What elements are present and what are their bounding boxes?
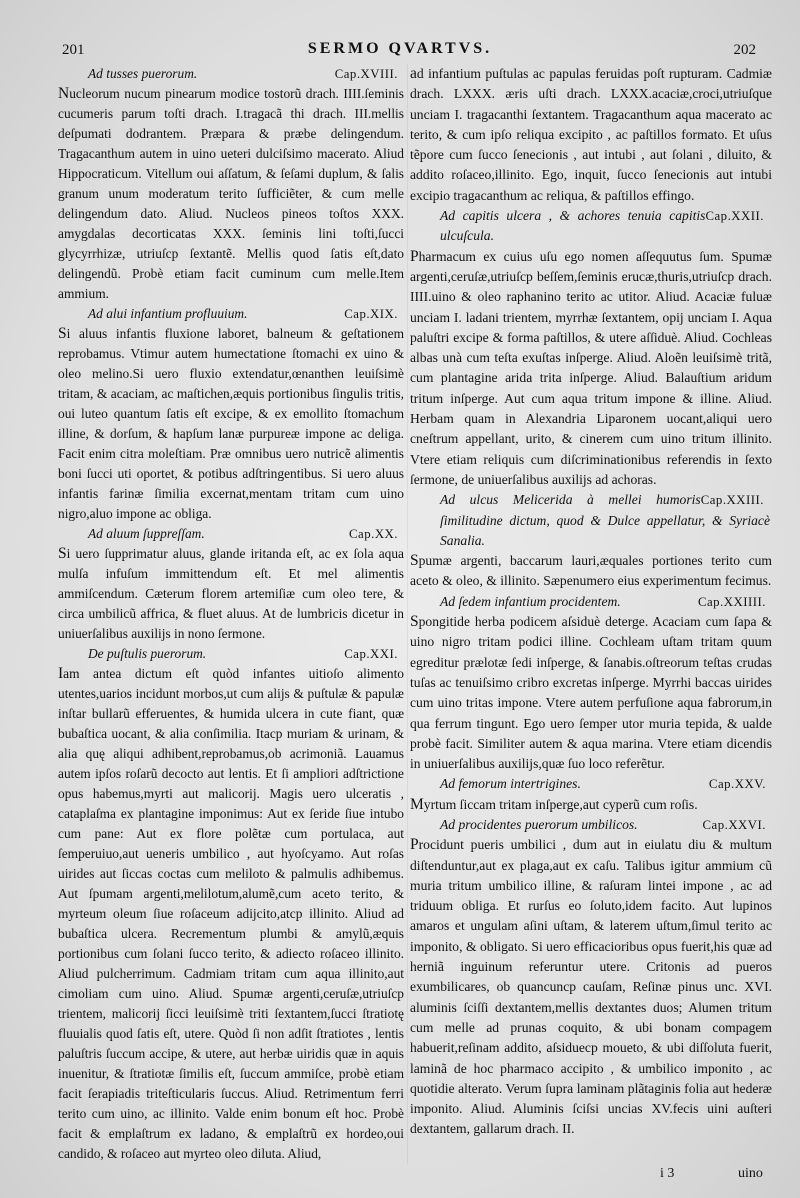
right-text-column xyxy=(410,64,772,1140)
chapter-title: Ad ulcus Melicerida à mellei humoris ſimilitudine dictum, quod & Dulce appellatur, & Syriacè Sanalia. xyxy=(440,492,770,548)
chapter-number: Cap.XX. xyxy=(349,527,398,541)
chapter-number: Cap.XIX. xyxy=(344,307,398,321)
catchword: uino xyxy=(738,1166,763,1181)
chapter-title: Ad alui infantium profluuium. xyxy=(88,306,248,321)
chapter-number: Cap.XVIII. xyxy=(334,67,398,81)
chapter-heading xyxy=(58,524,404,544)
chapter-title: Ad tusses puerorum. xyxy=(88,66,198,81)
body-paragraph: Spongitide herba podicem aſsiduè deterge. Acaciam cum ſapa & uino nigro tritam podici illine. Cochleam uſtam tritam quum egreditur prælotæ ſedi inſperge, & ſanabis.oſtreorum teſtas crudas tuſas ac tenuiſsimo cribro excretas inſperge. Myrrhi baccas uirides cum uino tritas impone. Vtere autem perfuſione aqua fabrorum,in qua ferrum tingunt. Ego uero ſemper utor muria tepida, & ualde probè facit. Similiter autem & aqua marina. Vtere etiam dicendis in uniuerſalibus auxilijs,quæ ſuo loco referẽtur. xyxy=(410,613,772,772)
chapter-heading xyxy=(58,644,404,664)
body-paragraph: Myrtum ſiccam tritam inſperge,aut cyperũ cum roſis. xyxy=(410,795,698,813)
body-paragraph: Procidunt pueris umbilici , dum aut in eiulatu diu & multum diſtenduntur,aut ex plaga,aut ex caſu. Talibus igitur ammium cũ muria tritum umbilico illine, & raſuram lintei impone , ac ad triduum obliga. Et rurſus eo ſoluto,idem facito. Aut lupinos amaros et ungulam aſini uſtam, & laterem uſtum,ſimul terito ac imponito, & obligato. Si uero efficacioribus opus fuerit,his quæ ad herniã inguinum referuntur utere. Critonis ad pueros exumbilicares, ob quancuncp cauſam, Reſinæ pinus unc. XVI. aluminis ſciſſi dextantem,mellis dextantes duos; Alumen tritum cum melle ad prunas coquito, & ubi bonam compagem habuerit,reſinam addito, aſsiduecp moueto, & ubi diſſoluta fuerit, laminã de hoc pharmaco accipito , & umbilico imponito , ac quotidie alterato. Verum ſupra laminam plãtaginis folia aut hederæ imponito. Aliud. Aluminis ſciſsi uncias XV.fecis uini auſteri dextantem, gallarum drach. II. xyxy=(410,836,772,1137)
chapter-number: Cap.XXII. xyxy=(705,209,764,224)
chapter-title: Ad procidentes puerorum umbilicos. xyxy=(440,816,638,832)
chapter-number: Cap.XXIII. xyxy=(700,493,764,508)
body-paragraph: Iam antea dictum eſt quòd infantes uitioſo alimento utentes,uarios incidunt morbos,ut cum alijs & puſtulæ & papulæ inſtar bullarũ efferuentes, & humida ulcera in cute fiant, quæ bubaſtica uocant, & alia conſimilia. Itacp muriam & urinam, & alia quę aliqui adhibent,reprobamus,ob acrimoniã. Lauamus autem ipſos roſarũ decocto aut lentis. Et ſi ampliori adſtrictione opus habemus,myrti aut malicorij. Magis uero ulceratis , cataplaſma ex plantagine imponimus: Aut ex ſeride ſiue intubo cum pane: Aut ex flore polẽtæ cum portulaca, aut ſemperuiuo,aut ueneris umbilico , aut hyoſcyamo. Aut roſas uirides aut ſiccas coctas cum meliloto & palmulis adhibemus. Aut ſpumam argenti,melilotum,alumẽ,cum aceto terito, & myrteum oleum ſiue roſaceum adijcito,atcp illinito. Aliud ad bubaſtica ulcera. Recrementum plumbi & amylũ,æquis portionibus cum ſolani ſucco terito, & adiecto roſaceo illinito. Aliud pulcherrimum. Cadmiam tritam cum aqua illinito,aut cimoliam cum uino. Aliud. Spumæ argenti,ceruſæ,utriuſcp trientem, malicorij ſicci leuiſsimè triti ſextantem,ſucci ſtratiotę fluuialis quod ſatis eſt, utere. Quòd ſi non adſit ſtratiotes , lentis paluſtris ſuccum accipe, & utere, aut herbæ uiridis quæ in aquis inuenitur, & ſtratiotæ ſimilis eſt, ſuccum ammiſce, probè etiam facit ſerapiadis triteſticularis ſuccus. Aliud. Retrimentum ferri terito cum uino, ac illinito. Valde enim bonum eſt hoc. Probè facit & emplaſtrum ex ladano, & emplaſtrũ ex hordeo,oui candido, & roſaceo aut myrteo oleo diluta. Aliud, xyxy=(58,665,404,1161)
body-paragraph: Si uero ſupprimatur aluus, glande iritanda eſt, ac ex ſola aqua mulſa infuſum immittendum eſt. Et mel alimentis ammiſcendum. Cæterum florem artemiſiæ cum oleo tere, & circa umbilicũ affrica, & fluet aluus. At de lumbricis dicetur in uniuerſalibus auxilijs in nono ſermone. xyxy=(58,545,404,641)
chapter-number: Cap.XXVI. xyxy=(702,817,766,832)
chapter-title: De puſtulis puerorum. xyxy=(88,646,207,661)
chapter-heading xyxy=(58,64,404,84)
chapter-heading xyxy=(410,206,772,247)
chapter-number: Cap.XXV. xyxy=(708,777,766,792)
chapter-number: Cap.XXIIII. xyxy=(697,594,766,609)
body-paragraph: ad infantium puſtulas ac papulas feruidas poſt rupturam. Cadmiæ drach. LXXX. æris uſti drach. LXXX.acaciæ,croci,utriuſque unciam I. tragacanthi ſextantem. Tragacanthum aqua macerato ac terito, & cum ipſo reliqua excipito , ac paſtillos formato. Et uſus tẽpore cum ſucco ſenecionis , aut intubi , aut ſolani , diluito, & addito roſaceo,illinito. Ego, inquit, ſucco ſenecionis aut intubi excipio tragacanthum ac reliqua, & paſtillos effingo. xyxy=(410,65,772,203)
column-gutter xyxy=(407,64,408,1164)
page-footer xyxy=(0,1166,800,1190)
chapter-heading xyxy=(410,815,772,835)
running-title: SERMO QVARTVS. xyxy=(307,40,493,57)
left-text-column xyxy=(58,64,404,1164)
chapter-title: Ad femorum intertrigines. xyxy=(440,776,581,792)
signature-mark: i 3 xyxy=(660,1166,675,1181)
left-page-number: 201 xyxy=(62,42,85,58)
chapter-number: Cap.XXI. xyxy=(344,647,398,661)
chapter-title: Ad capitis ulcera , & achores tenuia capitis ulcuſcula. xyxy=(440,208,706,244)
chapter-heading xyxy=(410,774,772,794)
right-page-number: 202 xyxy=(733,42,756,58)
running-head xyxy=(0,40,800,64)
chapter-title: Ad aluum ſuppreſſam. xyxy=(88,526,205,541)
body-paragraph: Pharmacum ex cuius uſu ego nomen aſſequutus ſum. Spumæ argenti,ceruſæ,utriuſcp beſſem,ſeminis erucæ,thuris,utriuſcp drach. IIII.uino & oleo raphanino terito ac utitor. Aliud. Acaciæ fuluæ unciam I. ladani trientem, myrrhæ ſextantem, opij unciam I. Aqua paluſtri excipe & forma paſtillos, & utere aſſiduè. Aliud. Cochleas albas unà cum teſta exuſtas inſperge. Aliud. Aloẽn leuiſsimè tritã, cum plantagine arida trita inſperge. Aliud. Balauſtium aridum tritum inſperge. Aut cum aqua tritum impone & illine. Aliud. Herbam quam in Alexandria Liparonem uocant,aliqui uero cneſtrum appellant, urito, & cinerem cum uino tritum illinito. Vtere etiam reliquis cum diſcriminationibus referendis in ſexto ſermone, de uniuerſalibus auxilijs ad achoras. xyxy=(410,247,772,487)
chapter-heading xyxy=(58,304,404,324)
chapter-heading xyxy=(410,592,772,612)
chapter-heading xyxy=(410,490,772,551)
body-paragraph: Nucleorum nucum pinearum modice tostorũ drach. IIII.ſeminis cucumeris parum toſti drach. I.tragacã thi drach. III.mellis deſpumati dodrantem. Præpara & præbe delingendum. Tragacanthum autem in uino ueteri dulciſsimo macerato. Aliud Hippocraticum. Vitellum oui aſſatum, & ſeſami duplum, & ſalis granum unum moderatum terito ſufficiẽter, & cum melle delingendum dato. Aliud. Nucleos pineos toſtos XXX. amygdalas decorticatas XXX. ſeminis lini toſti,ſucci glycyrrhizæ, utriuſcp ſextantẽ. Mellis quod ſatis eſt,dato delingendũ. Probè etiam facit cuminum cum melle.Item ammium. xyxy=(58,85,404,301)
body-paragraph: Spumæ argenti, baccarum lauri,æquales portiones terito cum aceto & oleo, & illinito. Sæpenumero eius experimentum fecimus. xyxy=(410,552,772,589)
body-paragraph: Si aluus infantis fluxione laboret, balneum & geſtationem reprobamus. Vtimur autem humectatione ſtomachi ex uino & oleo melino.Si uero fluxio extendatur,œnanthen leuiſsimè tritam, & acaciam, ac maſtichen,æquis portionibus ſingulis tritis, oui luteo quantum ſatis eſt excipe, & ex emollito ſtomachum illine, & dorſum, & hapſum lanæ purpureæ impone ac deliga. Facit enim citra moleſtiam. Præ omnibus uero nutricẽ alimentis boni ſucci uti oportet, & potibus adſtringentibus. Si uero aluus infantis farinæ ſimilia excernat,mentam tritam cum uino nigro,aluo impone ac obliga. xyxy=(58,325,404,521)
chapter-title: Ad ſedem infantium procidentem. xyxy=(440,593,621,609)
